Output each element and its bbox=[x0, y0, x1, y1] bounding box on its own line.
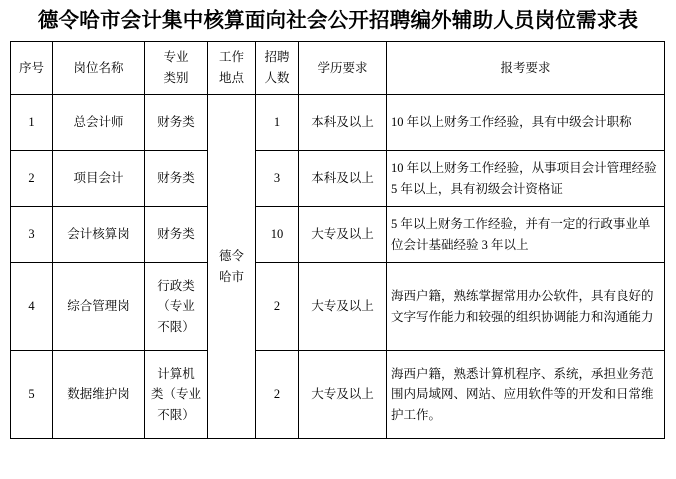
header-cell-index bbox=[11, 42, 53, 95]
major-category-line-3: 不限） bbox=[157, 407, 195, 422]
cell-recruit-count: 1 bbox=[256, 95, 299, 151]
cell-requirements: 10 年以上财务工作经验，具有中级会计职称 bbox=[387, 95, 665, 151]
cell-recruit-count: 2 bbox=[256, 263, 299, 351]
table-header-row bbox=[11, 42, 665, 95]
table-row bbox=[11, 207, 665, 263]
header-line-2: 类别 bbox=[163, 71, 189, 85]
cell-requirements: 10 年以上财务工作经验，从事项目会计管理经验 5 年以上，具有初级会计资格证 bbox=[387, 151, 665, 207]
cell-major-category bbox=[145, 351, 208, 439]
header-cell-education bbox=[299, 42, 387, 95]
cell-education: 大专及以上 bbox=[299, 207, 387, 263]
cell-recruit-count: 10 bbox=[256, 207, 299, 263]
work-place-line-1: 德令 bbox=[218, 248, 244, 263]
cell-requirements: 海西户籍，熟悉计算机程序、系统，承担业务范围内局域网、网站、应用软件等的开发和日常维护工作。 bbox=[387, 351, 665, 439]
table-row bbox=[11, 351, 665, 439]
header-line-1: 学历要求 bbox=[317, 60, 368, 75]
header-line-1: 专业 bbox=[163, 50, 189, 65]
cell-education: 大专及以上 bbox=[299, 263, 387, 351]
cell-position-name: 数据维护岗 bbox=[53, 351, 145, 439]
cell-work-place bbox=[208, 95, 256, 439]
cell-major-category: 财务类 bbox=[145, 95, 208, 151]
requirements-table bbox=[10, 41, 665, 439]
cell-index: 3 bbox=[11, 207, 53, 263]
cell-requirements: 海西户籍，熟练掌握常用办公软件，具有良好的文字写作能力和较强的组织协调能力和沟通能力 bbox=[387, 263, 665, 351]
table-row bbox=[11, 151, 665, 207]
header-cell-work-place bbox=[208, 42, 256, 95]
major-category-line-2: 类（专业 bbox=[150, 387, 201, 402]
cell-index: 2 bbox=[11, 151, 53, 207]
header-cell-major-category bbox=[145, 42, 208, 95]
cell-major-category: 财务类 bbox=[145, 207, 208, 263]
cell-major-category bbox=[145, 263, 208, 351]
header-line-1: 序号 bbox=[18, 60, 44, 75]
header-line-1: 报考要求 bbox=[500, 60, 551, 75]
cell-position-name: 总会计师 bbox=[53, 95, 145, 151]
header-line-1: 招聘 bbox=[264, 50, 290, 65]
header-cell-recruit-count bbox=[256, 42, 299, 95]
cell-education: 本科及以上 bbox=[299, 151, 387, 207]
header-line-1: 工作 bbox=[218, 50, 244, 65]
major-category-line-1: 行政类 bbox=[157, 278, 195, 293]
cell-index: 5 bbox=[11, 351, 53, 439]
table-row bbox=[11, 95, 665, 151]
cell-index: 1 bbox=[11, 95, 53, 151]
header-cell-position-name bbox=[53, 42, 145, 95]
cell-position-name: 会计核算岗 bbox=[53, 207, 145, 263]
cell-education: 大专及以上 bbox=[299, 351, 387, 439]
cell-recruit-count: 2 bbox=[256, 351, 299, 439]
page-title: 德令哈市会计集中核算面向社会公开招聘编外辅助人员岗位需求表 bbox=[37, 10, 639, 32]
cell-index: 4 bbox=[11, 263, 53, 351]
header-line-1: 岗位名称 bbox=[73, 60, 124, 75]
work-place-line-2: 哈市 bbox=[218, 269, 244, 284]
major-category-line-1: 计算机 bbox=[157, 366, 195, 381]
cell-education: 本科及以上 bbox=[299, 95, 387, 151]
header-line-2: 地点 bbox=[218, 71, 244, 85]
cell-major-category: 财务类 bbox=[145, 151, 208, 207]
header-line-2: 人数 bbox=[264, 71, 290, 85]
cell-recruit-count: 3 bbox=[256, 151, 299, 207]
table-row bbox=[11, 263, 665, 351]
major-category-line-3: 不限） bbox=[157, 319, 195, 334]
cell-position-name: 综合管理岗 bbox=[53, 263, 145, 351]
major-category-line-2: （专业 bbox=[157, 299, 195, 314]
header-cell-requirements bbox=[387, 42, 665, 95]
cell-position-name: 项目会计 bbox=[53, 151, 145, 207]
cell-requirements: 5 年以上财务工作经验，并有一定的行政事业单位会计基础经验 3 年以上 bbox=[387, 207, 665, 263]
